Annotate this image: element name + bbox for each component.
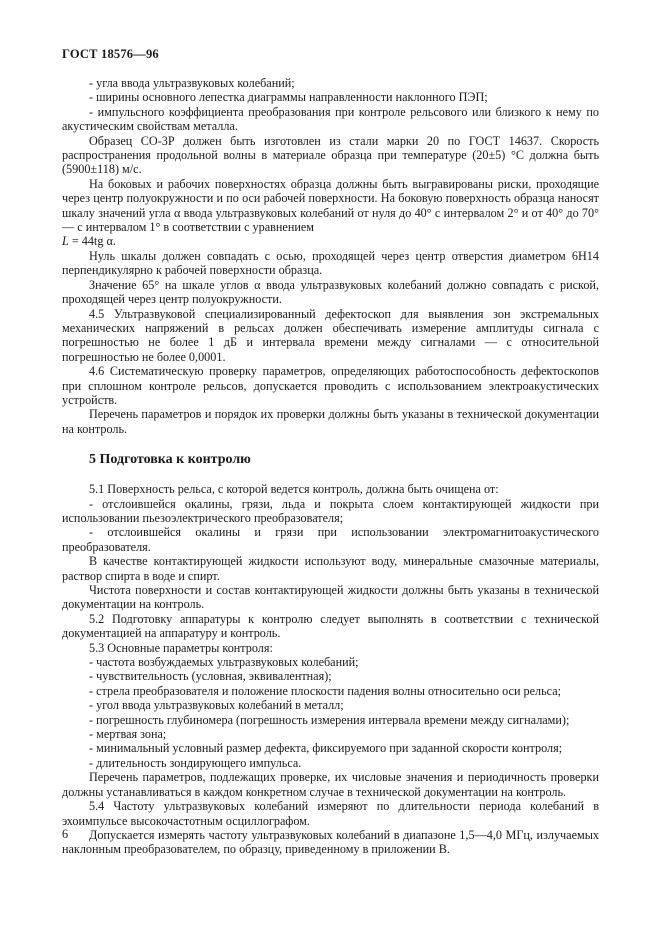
document-header: ГОСТ 18576—96: [62, 47, 159, 61]
paragraph: Нуль шкалы должен совпадать с осью, проходящей через центр отверстия диаметром 6Н14 перпендикулярно к рабочей поверхности образца.: [62, 248, 599, 278]
paragraph: - отслоившейся окалины, грязи, льда и покрыта слоем контактирующей жидкости при использовании пьезоэлектрического преобразователя;: [62, 496, 599, 525]
paragraph: - минимальный условный размер дефекта, фиксируемого при заданной скорости контроля;: [89, 741, 563, 756]
paragraph: 5.3 Основные параметры контроля:: [89, 640, 273, 655]
formula: [62, 234, 599, 248]
document-body: [62, 76, 599, 857]
section-heading: 5 Подготовка к контролю: [89, 452, 251, 468]
paragraph: - импульсного коэффициента преобразования при контроле рельсового или близкого к нему по акустическим свойствам металла.: [62, 104, 599, 134]
paragraph: 4.6 Систематическую проверку параметров, определяющих работоспособность дефектоскопов при сплошном контроле рельсов, допускается проводить с использованием электроакустических устройств.: [62, 364, 599, 407]
formula-variable: L: [62, 234, 69, 249]
paragraph: Допускается измерять частоту ультразвуковых колебаний в диапазоне 1,5—4,0 МГц, излучаемых наклонным преобразователем, по образцу, приведенному в приложении В.: [62, 827, 599, 857]
paragraph: 5.4 Частоту ультразвуковых колебаний измеряют по длительности периода колебаний в эхоимпульсе высокочастотным осциллографом.: [62, 799, 599, 828]
paragraph: 5.1 Поверхность рельса, с которой ведется контроль, должна быть очищена от:: [89, 482, 499, 497]
paragraph: - мертвая зона;: [89, 727, 167, 742]
paragraph: В качестве контактирующей жидкости используют воду, минеральные смазочные материалы, раствор спирта в воде и спирт.: [62, 554, 599, 583]
paragraph: - отслоившейся окалины и грязи при использовании электромагнитоакустического преобразователя.: [62, 525, 599, 554]
paragraph: - частота возбуждаемых ультразвуковых колебаний;: [89, 655, 359, 670]
formula-expression: = 44tg α.: [68, 234, 116, 249]
paragraph: Образец СО-3Р должен быть изготовлен из стали марки 20 по ГОСТ 14637. Скорость распространения продольной волны в материале образца при температуре (20±5) °С должна быть (5900±118) м/с.: [62, 133, 599, 177]
paragraph: 5.2 Подготовку аппаратуры к контролю следует выполнять в соответствии с технической документацией на аппаратуру и контроль.: [62, 611, 599, 641]
paragraph: 4.5 Ультразвуковой специализированный дефектоскоп для выявления зон экстремальных механических напряжений в рельсах должен обеспечивать измерение амплитуды сигнала с погрешностью не более 1 дБ и интервала времени между сигналами — с относительной погрешностью не более 0,0001.: [62, 306, 599, 364]
paragraph: - чувствительность (условная, эквивалентная);: [89, 669, 332, 684]
paragraph: Перечень параметров, подлежащих проверке, их числовые значения и периодичность проверки должны устанавливаться в каждом конкретном случае в технической документации на контроль.: [62, 770, 599, 799]
paragraph: - угла ввода ультразвуковых колебаний;: [89, 76, 295, 90]
paragraph: Значение 65° на шкале углов α ввода ультразвуковых колебаний должно совпадать с риской, проходящей через центр полуокружности.: [62, 277, 599, 307]
paragraph: - ширины основного лепестка диаграммы направленности наклонного ПЭП;: [89, 90, 488, 105]
page-number: 6: [62, 827, 69, 841]
paragraph: - погрешность глубиномера (погрешность измерения интервала времени между сигналами);: [89, 712, 570, 727]
paragraph: Перечень параметров и порядок их проверки должны быть указаны в технической документации на контроль.: [62, 407, 599, 436]
paragraph: На боковых и рабочих поверхностях образца должны быть выгравированы риски, проходящие через центр полуокружности и по оси рабочей поверхности. На боковую поверхность образца наносят шкалу значений угла α ввода ультразвуковых колебаний от нуля до 40° с интервалом 2° и от 40° до 70° — с интервалом 1° в соответствии с уравнением: [62, 176, 599, 235]
paragraph: - стрела преобразователя и положение плоскости падения волны относительно оси рельса;: [89, 683, 562, 698]
paragraph: Чистота поверхности и состав контактирующей жидкости должны быть указаны в технической документации на контроль.: [62, 583, 599, 612]
paragraph: - длительность зондирующего импульса.: [89, 755, 302, 770]
paragraph: - угол ввода ультразвуковых колебаний в металл;: [89, 698, 344, 713]
